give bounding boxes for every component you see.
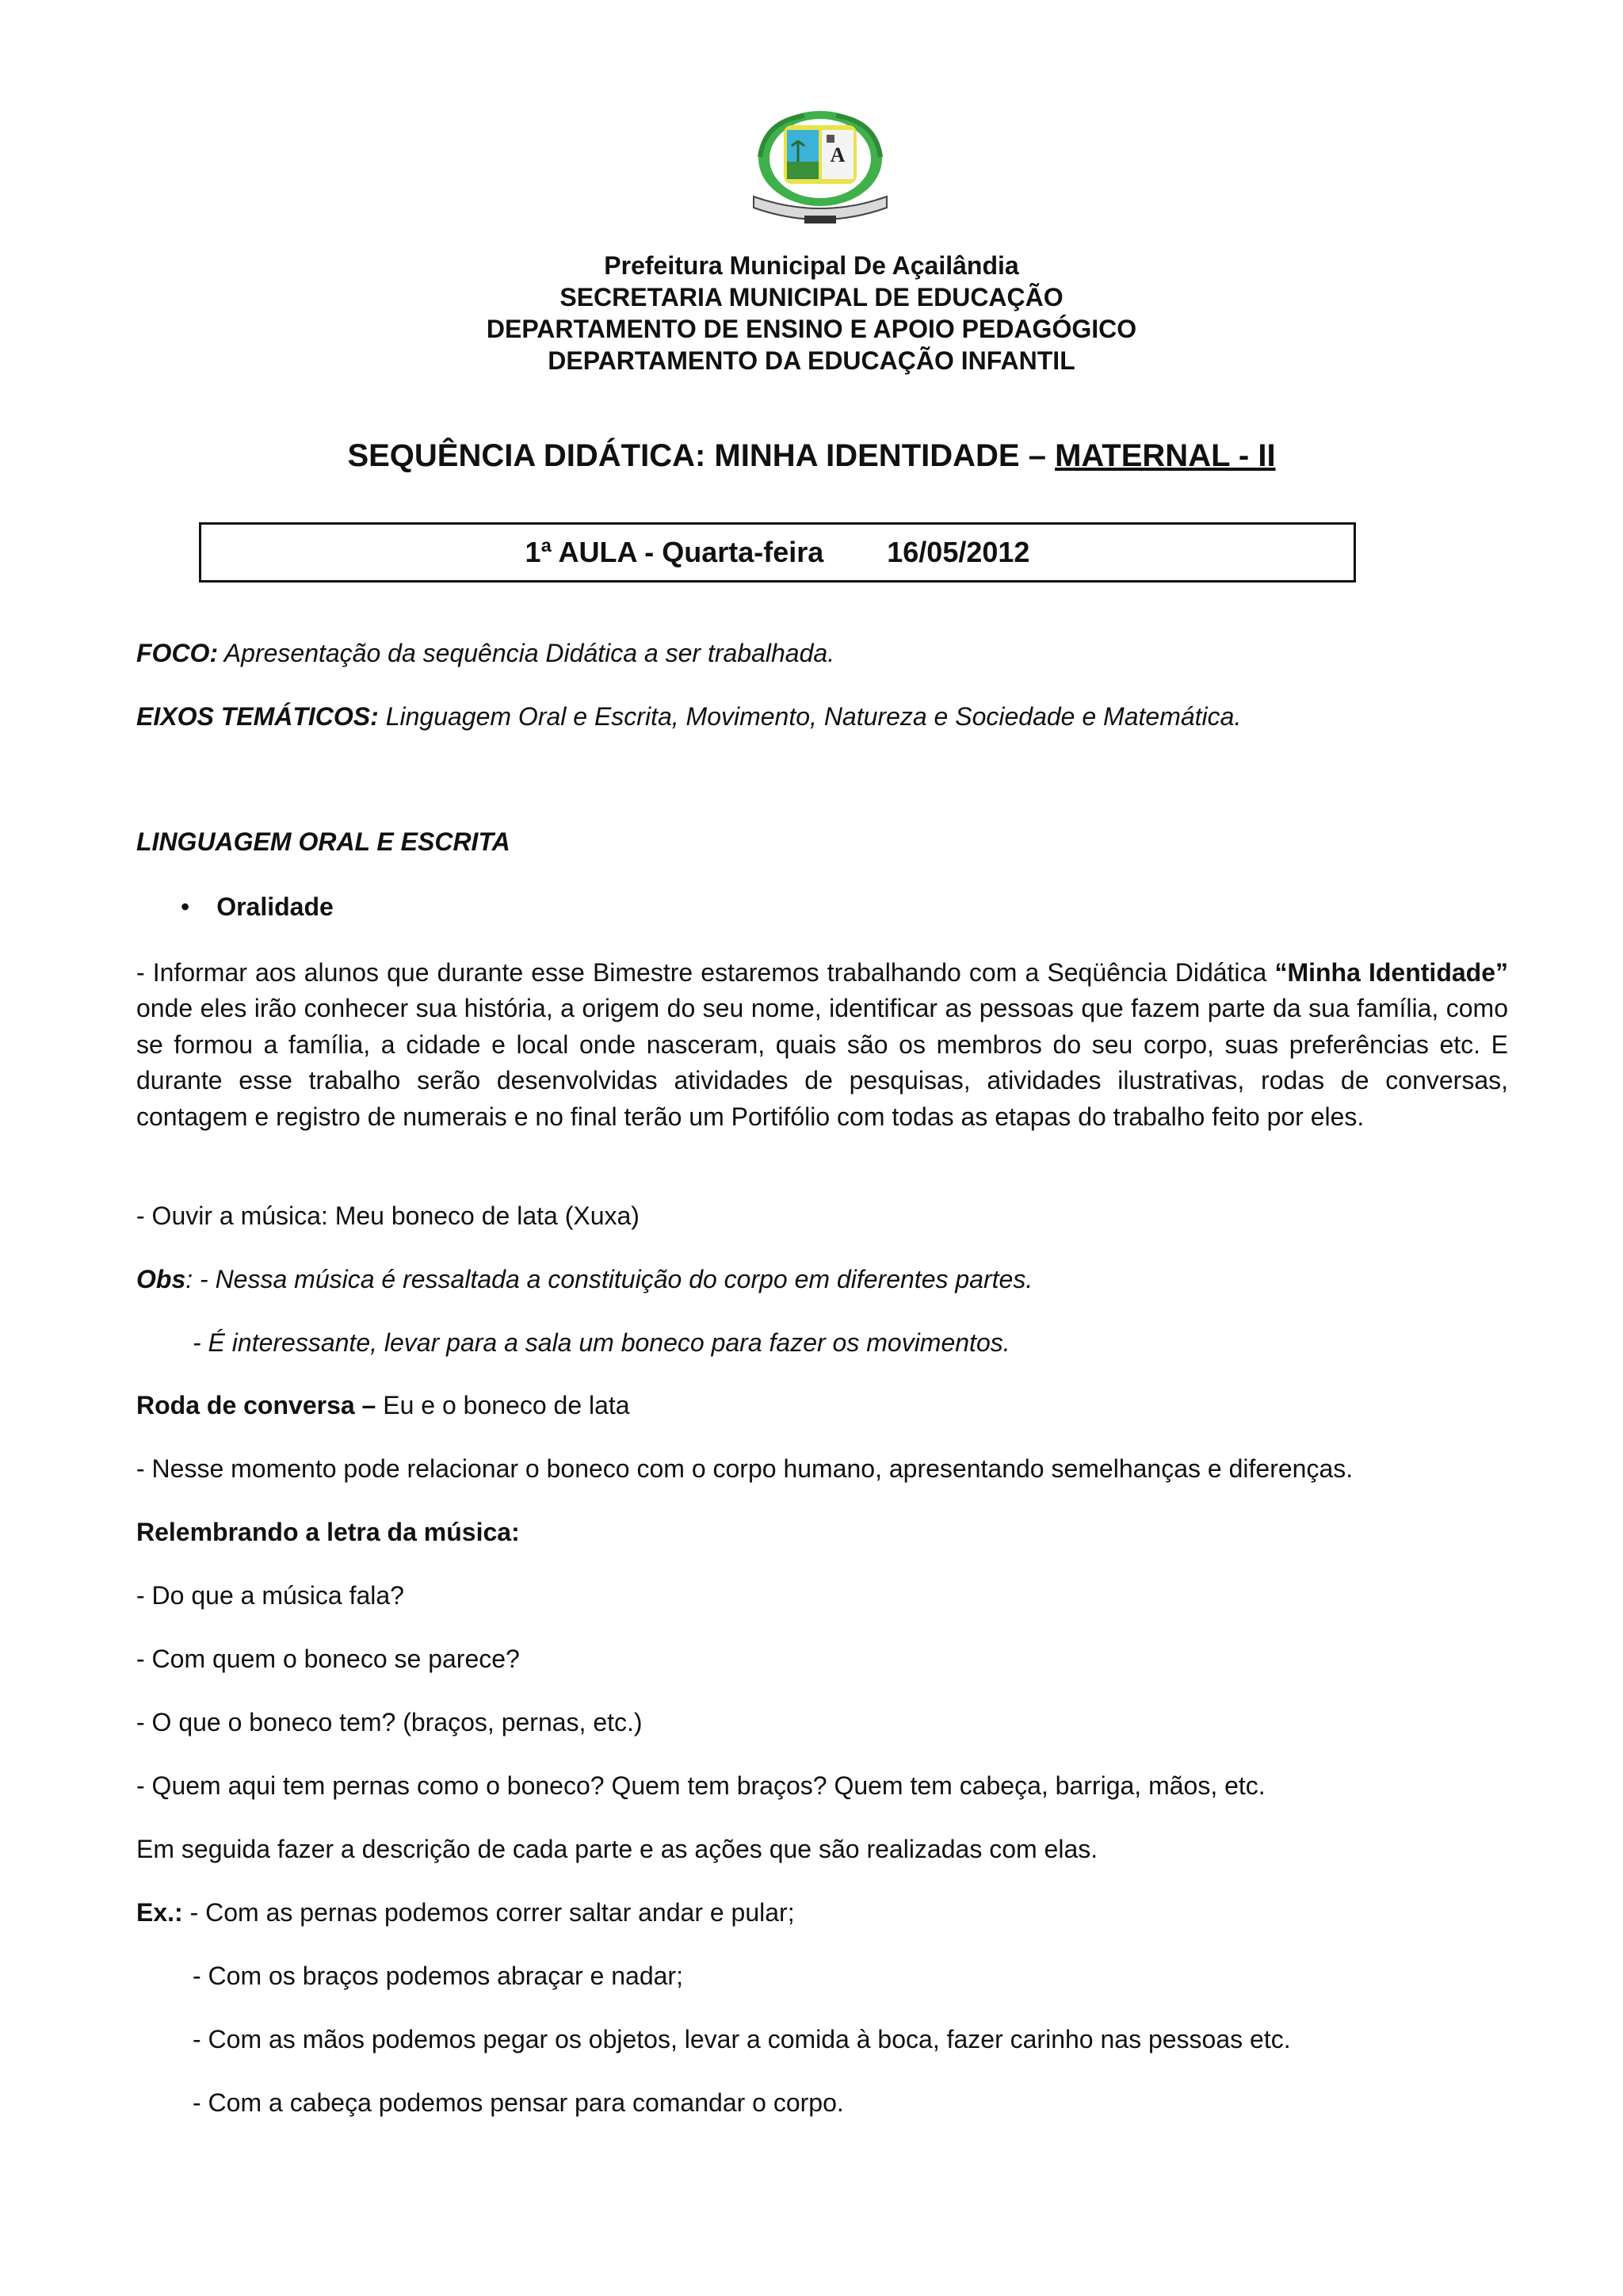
relate-line: - Nesse momento pode relacionar o boneco com o corpo humano, apresentando semelhanças e diferenças. [136, 1454, 1354, 1483]
title-class-level: MATERNAL - II [1055, 438, 1276, 473]
music-line: - Ouvir a música: Meu boneco de lata (Xuxa) [136, 1201, 640, 1230]
obs-line [136, 1263, 1033, 1295]
bullet-label: Oralidade [216, 892, 334, 921]
header-department-infant: DEPARTAMENTO DA EDUCAÇÃO INFANTIL [548, 346, 1075, 375]
recall-heading: Relembrando a letra da música: [136, 1518, 520, 1546]
question-item: - Quem aqui tem pernas como o boneco? Quem tem braços? Quem tem cabeça, barriga, mãos, etc. [136, 1771, 1266, 1800]
document-title [0, 434, 1623, 477]
title-main: SEQUÊNCIA DIDÁTICA: MINHA IDENTIDADE – [347, 438, 1056, 473]
example-item: - Com a cabeça podemos pensar para comandar o corpo. [193, 2088, 844, 2117]
obs-line-2: - É interessante, levar para a sala um boneco para fazer os movimentos. [193, 1328, 1010, 1357]
paragraph-after: onde eles irão conhecer sua história, a origem do seu nome, identificar as pessoas que fazem parte da sua família, como se formou a família, a cidade e local onde nasceram, quais são os membros do seu corpo, suas preferências etc. E durante esse trabalho serão desenvolvidas atividades de pesquisas, atividades ilustrativas, rodas de conversas, contagem e registro de numerais e no final terão um Portifólio com todas as etapas do trabalho feito por eles. [136, 994, 1508, 1131]
example-item: - Com as pernas podemos correr saltar andar e pular; [182, 1898, 795, 1927]
eixos-label: EIXOS TEMÁTICOS: [136, 702, 379, 731]
obs-label: Obs [136, 1265, 186, 1293]
paragraph-before: - Informar aos alunos que durante esse Bimestre estaremos trabalhando com a Seqüência Didática [136, 958, 1275, 987]
roda-text: Eu e o boneco de lata [376, 1391, 630, 1419]
example-item: - Com as mãos podemos pegar os objetos, levar a comida à boca, fazer carinho nas pessoas etc. [193, 2025, 1291, 2053]
foco-label: FOCO: [136, 639, 219, 667]
header-department-teaching: DEPARTAMENTO DE ENSINO E APOIO PEDAGÓGICO [486, 315, 1137, 343]
examples-label: Ex.: [136, 1898, 183, 1927]
question-item: - Com quem o boneco se parece? [136, 1645, 520, 1673]
roda-line [136, 1389, 630, 1421]
question-item: - Do que a música fala? [136, 1581, 404, 1610]
foco-line [136, 637, 834, 669]
eixos-line [136, 701, 1241, 732]
header-municipality: Prefeitura Municipal De Açailândia [604, 251, 1019, 280]
lesson-label: 1ª AULA - Quarta-feira [525, 536, 824, 568]
municipal-seal-logo [749, 109, 892, 228]
svg-text:A: A [830, 143, 846, 166]
header-secretariat: SECRETARIA MUNICIPAL DE EDUCAÇÃO [559, 283, 1064, 311]
bullet-item [181, 891, 334, 923]
foco-text: Apresentação da sequência Didática a ser trabalhada. [218, 639, 835, 667]
roda-label: Roda de conversa – [136, 1391, 376, 1419]
describe-line: Em seguida fazer a descrição de cada parte e as ações que são realizadas com elas. [136, 1835, 1098, 1863]
section-heading: LINGUAGEM ORAL E ESCRITA [136, 827, 510, 856]
example-line-first [136, 1897, 795, 1928]
obs-text-1: : - Nessa música é ressaltada a constituição do corpo em diferentes partes. [185, 1265, 1033, 1293]
lesson-box [199, 522, 1356, 583]
example-item: - Com os braços podemos abraçar e nadar; [193, 1962, 683, 1990]
eixos-text: Linguagem Oral e Escrita, Movimento, Natureza e Sociedade e Matemática. [378, 702, 1242, 731]
bullet-dot: • [181, 892, 190, 921]
intro-paragraph [136, 955, 1508, 1135]
question-item: - O que o boneco tem? (braços, pernas, etc.) [136, 1708, 643, 1736]
paragraph-bold: “Minha Identidade” [1274, 958, 1509, 987]
lesson-date: 16/05/2012 [887, 536, 1030, 568]
